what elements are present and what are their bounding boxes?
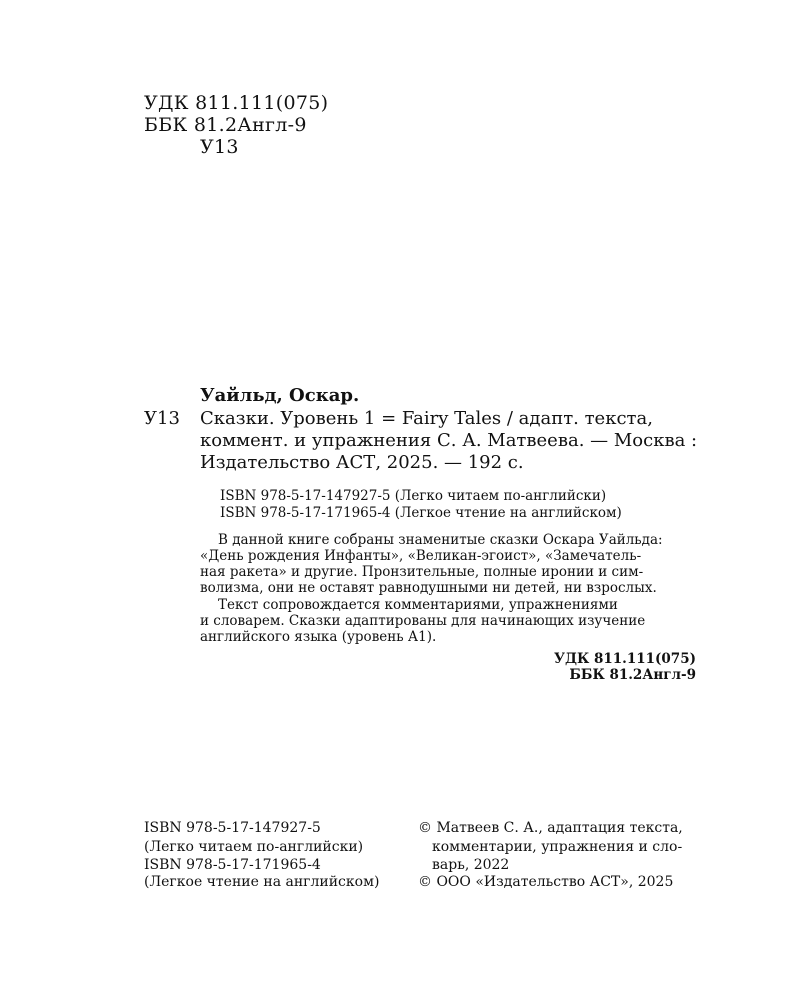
bottom-isbn-series: (Легкое чтение на английском) <box>144 874 380 890</box>
card-author: Уайльд, Оскар. <box>200 385 360 406</box>
bottom-isbn: ISBN 978-5-17-147927-5 <box>144 820 321 836</box>
card-title-line: Издательство АСТ, 2025. — 192 с. <box>200 452 524 473</box>
card-title-line: Сказки. Уровень 1 = Fairy Tales / адапт. текста, <box>200 408 653 429</box>
udk-code: УДК 811.111(075) <box>144 92 329 114</box>
copyright-line: варь, 2022 <box>432 857 510 873</box>
copyright-line: © ООО «Издательство АСТ», 2025 <box>418 874 674 890</box>
author-mark: У13 <box>200 136 239 158</box>
annotation-line: «День рождения Инфанты», «Великан-эгоист», «Замечатель- <box>200 548 642 564</box>
card-bbk: ББК 81.2Англ-9 <box>569 667 696 683</box>
copyright-line: © Матвеев С. А., адаптация текста, <box>418 820 683 836</box>
annotation-line: волизма, они не оставят равнодушными ни детей, ни взрослых. <box>200 580 657 596</box>
annotation-line: Текст сопровождается комментариями, упражнениями <box>218 597 618 613</box>
bbk-code: ББК 81.2Англ-9 <box>144 114 307 136</box>
card-udk: УДК 811.111(075) <box>554 651 696 667</box>
bottom-isbn-series: (Легко читаем по-английски) <box>144 839 364 855</box>
card-author-mark: У13 <box>144 408 180 429</box>
card-title-line: коммент. и упражнения С. А. Матвеева. — Москва : <box>200 430 698 451</box>
annotation-line: английского языка (уровень А1). <box>200 629 437 645</box>
annotation-line: В данной книге собраны знаменитые сказки Оскара Уайльда: <box>218 532 663 548</box>
bottom-isbn: ISBN 978-5-17-171965-4 <box>144 857 321 873</box>
card-isbn: ISBN 978-5-17-147927-5 (Легко читаем по-английски) <box>220 488 607 504</box>
annotation-line: ная ракета» и другие. Пронзительные, полные иронии и сим- <box>200 564 644 580</box>
copyright-line: комментарии, упражнения и сло- <box>432 839 683 855</box>
annotation-line: и словарем. Сказки адаптированы для начинающих изучение <box>200 613 646 629</box>
card-isbn: ISBN 978-5-17-171965-4 (Легкое чтение на английском) <box>220 505 622 521</box>
